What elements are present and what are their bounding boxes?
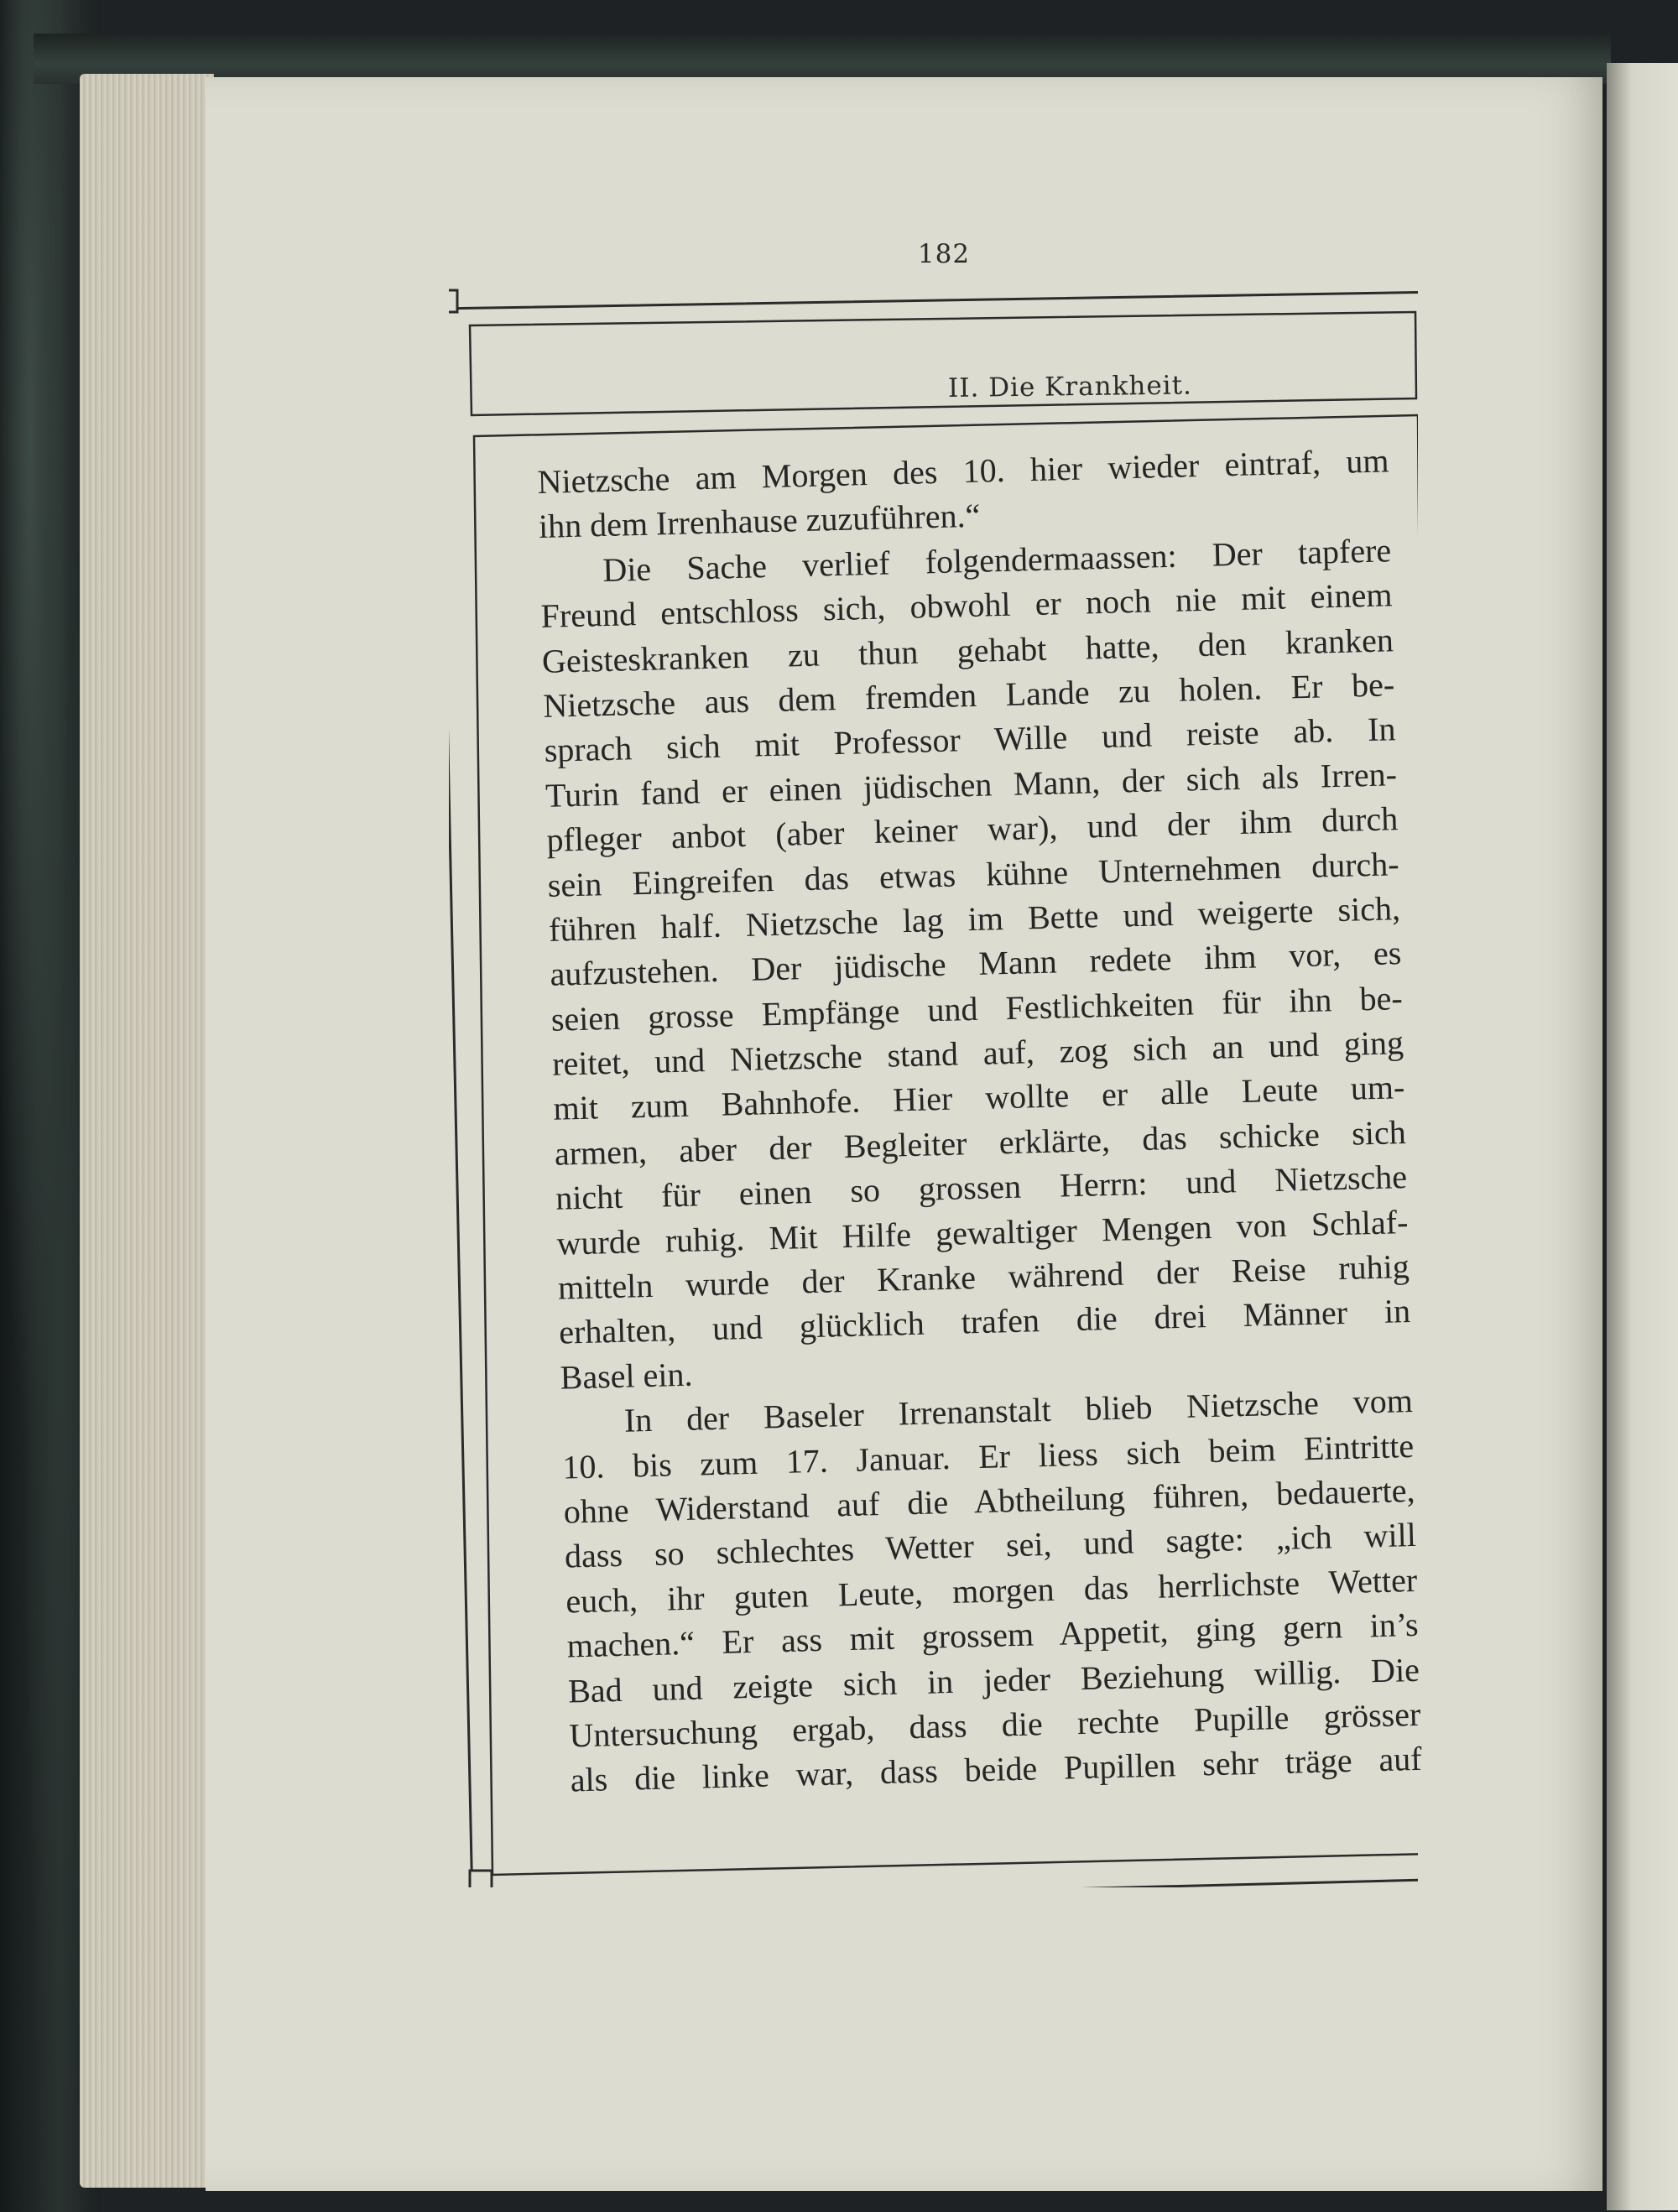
text-line: In der Baseler Irrenanstalt blieb Nietzsche vom (623, 1382, 1414, 1439)
text-line: wurde ruhig. Mit Hilfe gewaltiger Mengen von Schlaf- (556, 1202, 1409, 1262)
text-line: Basel ein. (560, 1355, 693, 1397)
text-line: Turin fand er einen jüdischen Mann, der sich als Irren- (545, 754, 1398, 815)
body-text (537, 438, 1422, 1803)
text-line: armen, aber der Begleiter erklärte, das schicke sich (554, 1112, 1407, 1173)
text-line: 10. bis zum 17. Januar. Er liess sich beim Eintritte (561, 1426, 1415, 1486)
page-block-edges (80, 74, 214, 2188)
text-line: Die Sache verlief folgendermaassen: Der tapfere (602, 531, 1392, 589)
page-number: 182 (917, 239, 971, 269)
text-line: reitet, und Nietzsche stand auf, zog sich an und ging (551, 1023, 1404, 1083)
book-cover-top (34, 34, 1611, 84)
text-line: ihn dem Irrenhause zuzuführen.“ (538, 497, 981, 546)
text-line: mitteln wurde der Kranke während der Reise ruhig (557, 1247, 1410, 1307)
text-line: machen.“ Er ass mit grossem Appetit, ging gern in’s (566, 1606, 1420, 1665)
text-line: erhalten, und glücklich trafen die drei Männer in (558, 1292, 1411, 1352)
text-line: aufzustehen. Der jüdische Mann redete ihm vor, es (549, 934, 1402, 994)
text-line: Untersuchung ergab, dass die rechte Pupille grösser (568, 1694, 1421, 1755)
text-line: euch, ihr guten Leute, morgen das herrlichste Wetter (565, 1560, 1418, 1621)
text-line: Nietzsche am Morgen des 10. hier wieder eintraf, um (537, 441, 1389, 501)
text-line: dass so schlechtes Wetter sei, und sagte: „ich will (564, 1516, 1417, 1575)
text-line: Nietzsche aus dem fremden Lande zu holen. Er be- (542, 665, 1395, 725)
text-line: nicht für einen so grossen Herrn: und Nietzsche (555, 1158, 1408, 1217)
facing-page (1607, 63, 1678, 2210)
text-line: mit zum Bahnhofe. Hier wollte er alle Leute um- (553, 1068, 1405, 1128)
text-line: seien grosse Empfänge und Festlichkeiten für ihn be- (550, 978, 1404, 1038)
text-line: sprach sich mit Professor Wille und reiste ab. In (544, 710, 1397, 770)
text-line: Geisteskranken zu thun gehabt hatte, den kranken (541, 620, 1394, 680)
text-line: sein Eingreifen das etwas kühne Unternehmen durch- (547, 844, 1400, 904)
text-line: führen half. Nietzsche lag im Bette und weigerte sich, (548, 889, 1401, 949)
text-line: als die linke war, dass beide Pupillen sehr träge auf (570, 1740, 1423, 1799)
text-line: Freund entschloss sich, obwohl er noch nie mit einem (540, 575, 1393, 636)
text-line: Bad und zeigte sich in jeder Beziehung willig. Die (567, 1650, 1420, 1710)
text-line: pfleger anbot (aber keiner war), und der ihm durch (545, 799, 1399, 859)
text-line: ohne Widerstand auf die Abtheilung führen, bedauerte, (563, 1470, 1415, 1531)
